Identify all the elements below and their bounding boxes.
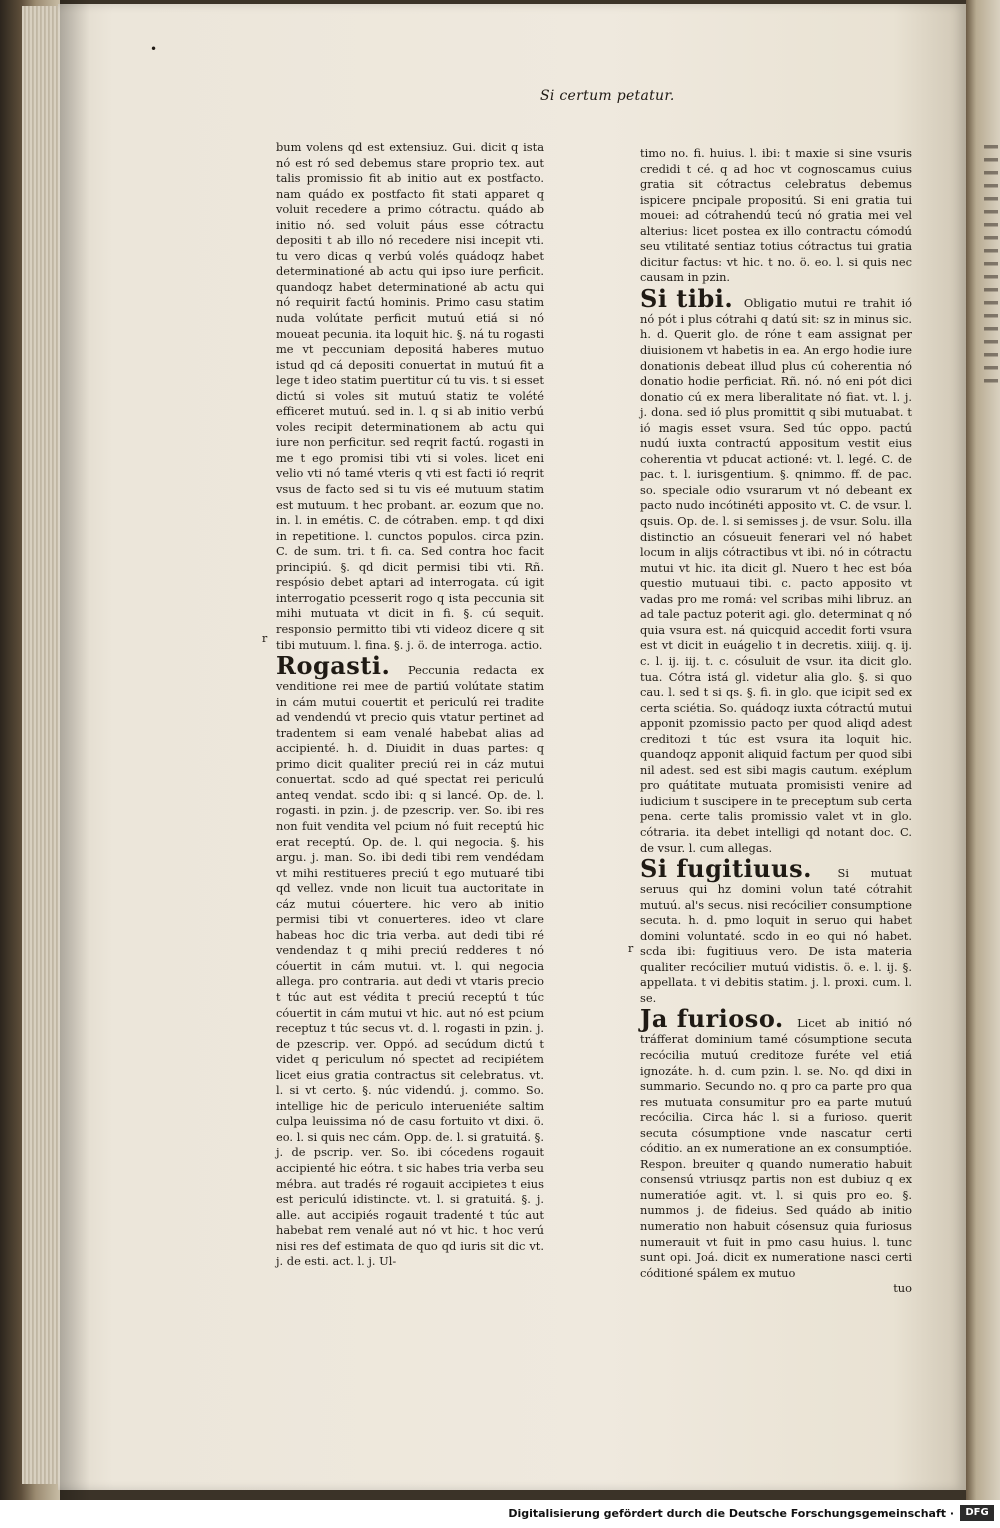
left-paragraph-1: bum volens qd est extensiuz. Gui. dicit q ista nó est ró sed debemus stare proprio tex. aut talis promissio fit ab initio aut ex postfacto. nam quádo ex postfacto fit stati apparet q voluit recedere a primo cótractu. quádo ab initio nó. sed voluit páus esse cótractu depositi t ab illo nó recedere nisi incepit vti. tu vero dicas q verbú volés quádoqz habet determinationé ab actu qui ipso iure perficit. quandoqz habet determinationé ab actu qui nó requirit factú hominis. Primo casu statim nuda volútate perficit mutuú etiá si nó moueat pecunia. ita loquit hic. §. ná tu rogasti me vt peccuniam depositá haberes mutuo istud qd cá depositi conuertat in mutuú fit a lege t ideo statim puertitur cú tu vis. t si esset dictú si voles sit mutuú statiz te volété efficeret mutuú. sed in. l. q si ab initio verbú voles recipit determinationem ab actu qui iure non perficitur. sed reqrit factú. rogasti in me t ego promisi tibi vti si voles. licet eni velio vti nó tamé vteris q vti est facti ió reqrit vsus de facto sed si tu vis eé mutuum statim est mutuum. t hec probant. ar. eozum que no. in. l. in emétis. C. de cótraben. emp. t qd dixi in repetitione. l. cunctos populos. circa pzin. C. de sum. tri. t fi. ca. Sed contra hoc facit principiú. §. qd dicit permisi tibi vti. Rñ. respósio debet aptari ad interrogata. cú igit interrogatio pcesserit rogo q ista peccunia sit mihi mutuata vt dicit in fi. §. cú sequit. responsio permitto tibi vti videoz dicere q sit tibi mutuum. l. fina. §. j. ö. de interroga. actio. [276,140,544,652]
digitization-footer [0,1500,1000,1528]
right-column [640,146,912,1297]
footer-credit: Digitalisierung gefördert durch die Deutsche Forschungsgemeinschaft · [508,1507,954,1520]
ink-dot: • [150,42,158,56]
lemma-title-si-tibi: Si tibi. [640,283,734,313]
lemma-ja-furioso [640,1006,912,1281]
lemma-text-ja-furioso: Licet ab initió nó tráfferat dominium tamé cósumptione secuta recócilia mutuú creditoze furéte vel etiá ignozáte. h. d. cum pzin. l. se. No. qd dixi in summario. Secundo no. q pro ca parte pro qua res mutuata consumitur pro ea parte mutuú recócilia. Circa hác l. si a furioso. querit secuta cósumptione vnde nascatur certi códitio. an ex numeratione an ex consumptióe. Respon. breuiter q quando numeratio habuit consensú vtriusqz partis non est dubiuz q ex numeratióe agit. vt. l. si quis pro eo. §. nummos j. de fideius. Sed quádo ab initio numeratio non habuit cósensuz quia furiosus numerauit vt fuit in pmo casu huius. l. tunc sunt opi. Joá. dicit ex numeratione nasci certi códitioné spálem ex mutuo [640,1016,912,1280]
lemma-title-rogasti: Rogasti. [276,651,391,681]
lemma-title-si-fugitiuus: Si fugitiuus. [640,854,812,884]
margin-mark-right: r [628,942,634,955]
catchword: tuo [893,1281,912,1296]
lemma-text-si-fugitiuus: Si mutuat seruus qui hz domini volun taté cótrahit mutuú. al's secus. nisi recócilieт consumptione secuta. h. d. pmo loquit in seruo qui habet domini voluntaté. scdo in eo qui nó habet. scda ibi: fugitiuus vero. De ista materia qualiter recócilieт mutuú vidistis. ö. e. l. ij. §. appellata. t vi debitis statim. j. l. proxi. cum. l. se. [640,866,912,1005]
lemma-rogasti [276,653,544,1270]
left-column [276,140,544,1270]
margin-mark-left: r [262,632,268,645]
lemma-title-ja-furioso: Ja furioso. [640,1004,784,1034]
dfg-logo-icon: DFG [960,1505,994,1521]
page-edges [22,6,62,1484]
lemma-si-tibi [640,283,913,856]
lemma-si-fugitiuus [640,856,912,1006]
adjacent-page-text-fragment [984,145,998,385]
right-paragraph-1: timo no. fi. huius. l. ibi: t maxie si sine vsuris credidi t cé. q ad hoc vt cognoscamus cuius gratia sit cótractus celebratus debemus ispicere pncipale propositú. Si eni gratia tui mouei: ad cótrahendú tecú nó gratia mei vel alterius: licet postea ex illo contractu cómodú seu vtilitaté sentiaz totius cótractus tui gratia dicitur factus: vt hic. t no. ö. eo. l. si quis nec causam in pzin. [640,146,912,285]
lemma-text-rogasti: Peccunia redacta ex venditione rei mee de partiú volútate statim in cám mutui couertit et periculú rei tradite ad vendendú vt precio quis vtatur pertinet ad tradentem si eam venalé habebat alias ad accipienté. h. d. Diuidit in duas partes: q primo dicit qualiter preciú rei in cáz mutui conuertat. scdo ad qué spectat rei periculú anteq vendat. scdo ibi: q si lancé. Op. de. l. rogasti. in pzin. j. de pzescrip. ver. So. ibi res non fuit vendita vel pcium nó fuit receptú hic erat receptú. Op. de. l. qui negocia. §. his argu. j. man. So. ibi dedi tibi rem vendédam vt mihi restitueres preciú t ego mutuaré tibi qd vellez. vnde non licuit tua auctoritate in cáz mutui cóuertere. hic vero ab initio permisi tibi vt conuerteres. ideo vt clare habeas hoc dic tria verba. aut dedi tibi ré vendendaz t q mihi preciú redderes t nó cóuertit in cám mutui. vt. l. qui negocia allega. pro contraria. aut dedi vt vtaris precio t túc aut est védita t preciú receptú t túc cóuertit in cám mutui vt hic. aut nó est pcium receptuz t túc secus vt. d. l. rogasti in pzin. j. de pzescrip. ver. Oppó. ad secúdum dictú t videt q periculum nó spectet ad recipiétem licet eius gratia contractus sit celebratus. vt. l. si vt certo. §. núc videndú. j. commo. So. intellige hic de periculo interueniéte saltim culpa leuissima nó de casu fortuito vt dixi. ö. eo. l. si quis nec cám. Opp. de. l. si gratuitá. §. j. de pscrip. ver. So. ibi cócedens rogauit accipienté hic eótra. t sic habes tria verba seu mébra. aut tradés ré rogauit accipieteз t eius est periculú idistincte. vt. l. si gratuitá. §. j. alle. aut accipiés rogauit tradenté t túc aut habebat rem venalé aut nó vt hic. t hoc verú nisi res def estimata de quo qd iuris sit dic vt. j. de esti. act. l. j. Ul- [276,663,545,1269]
gutter-shadow [60,0,90,1500]
lemma-text-si-tibi: Obligatio mutui re trahit ió nó pót i plus cótrahi q datú sit: sz in minus sic. h. d. Querit glo. de róne t eam assignat per diuisionem vt habetis in ea. An ergo hodie iure donationis debeat illud plus cú coherentia nó donatio hodie perficiat. Rñ. nó. nó eni pót dici donatio cú ex mera liberalitate nó fiat. vt. l. j. j. dona. sed ió plus promittit q sibi mutuabat. t ió magis esset vsura. Sed túc oppo. pactú nudú iuxta contractú appositum vestit eius coherentia vt pducat actioné: vt. l. legé. C. de pac. t. l. iurisgentium. §. qnimmo. ff. de pac. so. speciale odio vsurarum vt nó debeant ex pacto nudo incótinéti apposito vt. C. de vsur. l. qsuis. Op. de. l. si semisses j. de vsur. Solu. illa distinctio an cósueuit fenerari vel nó habet locum in alijs cótractibus vt ibi. nó in cótractu mutui vt hic. ita dicit gl. Nuero t hec est bóa questio mutuaui tibi. c. pacto apposito vt vadas pro me romá: vel scribas mihi libruz. an ad tale pactuz poterit agi. glo. determinat q nó quia vsura est. ná quicquid accedit forti vsura est vt dicit in euágelio t in decretis. xiiij. q. ij. c. l. ij. iij. t. c. cósuluit de vsur. ita dicit glo. tua. Cótra istá gl. videtur alia glo. §. si quo cau. l. sed t si qs. §. fi. in glo. que icipit sed ex certa sciétia. So. quádoqz iuxta cótractú mutui apponit pzomissio pacto per quod aliqd adest creditozi t túc est vsura ita loquit hic. quandoqz apponit aliquid factum per quod sibi nil adest. sed est sibi magis cautum. exéplum pro quátitate mutuata promisisti venire ad iudicium t suscipere in te preceptum sub certa pena. certe talis promissio valet vt in glo. cótraria. ita debet intelligi qd notant doc. C. de vsur. l. cum allegas. [640,295,913,855]
running-head: Si certum petatur. [540,88,675,104]
